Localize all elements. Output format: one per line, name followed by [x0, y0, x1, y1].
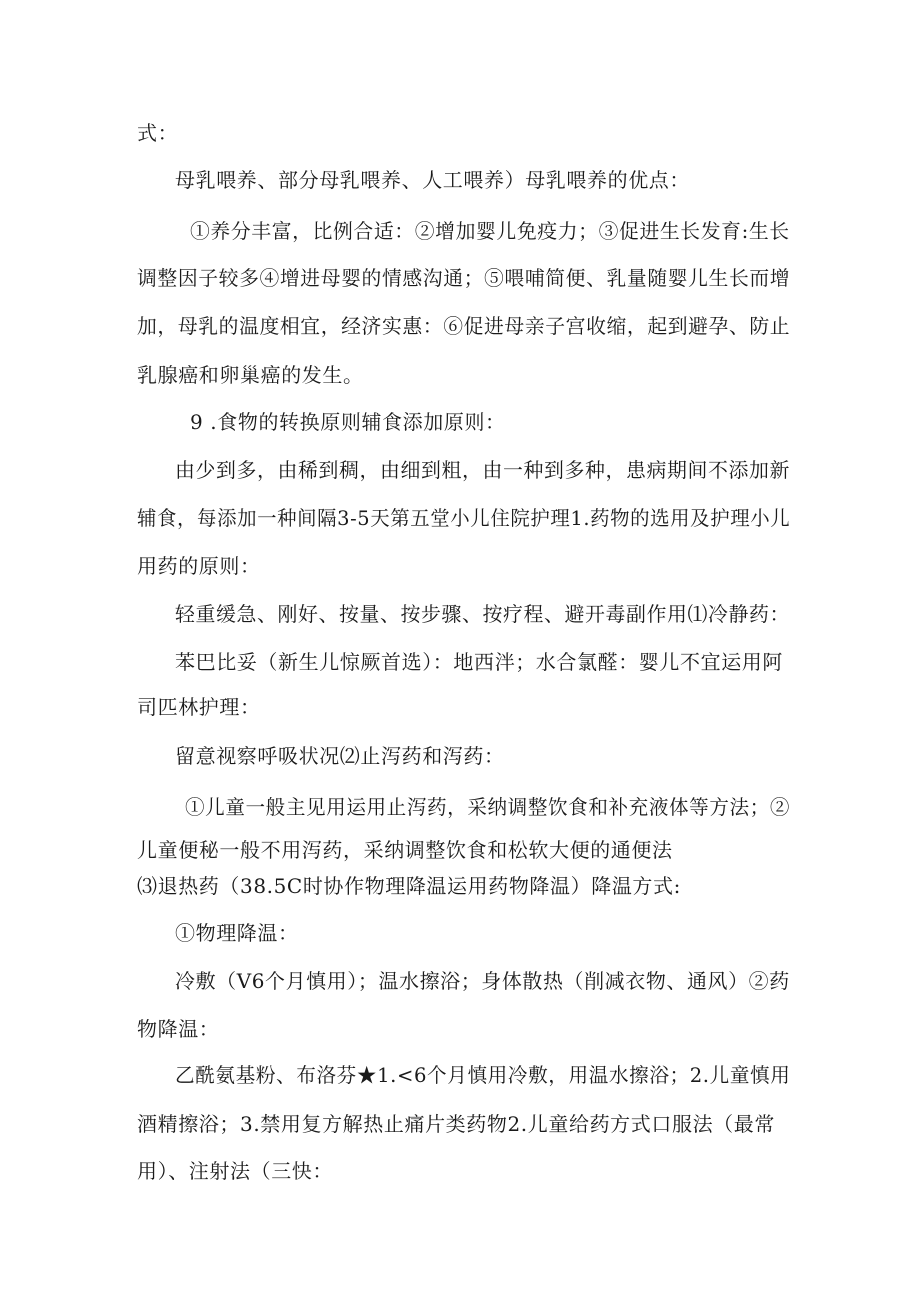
text-line: 由少到多，由稀到稠，由细到粗，由一种到多种，患病期间不添加新: [175, 458, 790, 482]
text-line: ①儿童一般主见用运用止泻药，采纳调整饮食和补充液体等方法；②: [185, 795, 791, 819]
text-line: 留意视察呼吸状况⑵止泻药和泻药：: [175, 744, 505, 768]
text-line: ⑶退热药（38.5C时协作物理降温运用药物降温）降温方式:: [137, 874, 681, 898]
text-line: 乳腺癌和卵巢癌的发生。: [137, 363, 364, 387]
text-line: ①物理降温：: [175, 921, 299, 945]
text-line: 物降温：: [137, 1017, 220, 1041]
text-line: 母乳喂养、部分母乳喂养、人工喂养）母乳喂养的优点：: [175, 168, 690, 192]
text-line: 用药的原则：: [137, 554, 261, 578]
text-line: 辅食，每添加一种间隔3-5天第五堂小儿住院护理1.药物的选用及护理小儿: [137, 506, 791, 530]
text-line: 用）、注射法（三快：: [137, 1159, 333, 1183]
text-line: ①养分丰富，比例合适：②增加婴儿免疫力；③促进生长发育:生长: [190, 219, 790, 243]
text-line: 9 .食物的转换原则辅食添加原则：: [190, 410, 506, 434]
text-line: 酒精擦浴；3.禁用复方解热止痛片类药物2.儿童给药方式口服法（最常: [137, 1112, 775, 1136]
text-line: 冷敷（V6个月慎用）；温水擦浴；身体散热（削减衣物、通风）②药: [175, 969, 790, 993]
text-line: 轻重缓急、刚好、按量、按步骤、按疗程、避开毒副作用⑴冷静药：: [175, 602, 790, 626]
text-line: 式：: [137, 121, 179, 145]
text-line: 调整因子较多④增进母婴的情感沟通；⑤喂哺简便、乳量随婴儿生长而增: [137, 266, 791, 290]
text-line: 司匹林护理：: [137, 695, 261, 719]
text-line: 苯巴比妥（新生儿惊厥首选）：地西泮；水合氯醛：婴儿不宜运用阿: [175, 650, 783, 674]
text-line: 乙酰氨基粉、布洛芬★1.<6个月慎用冷敷，用温水擦浴；2.儿童慎用: [175, 1063, 791, 1087]
text-line: 儿童便秘一般不用泻药，采纳调整饮食和松软大便的通便法: [137, 838, 673, 862]
text-line: 加，母乳的温度相宜，经济实惠：⑥促进母亲子宫收缩，起到避孕、防止: [137, 314, 791, 338]
